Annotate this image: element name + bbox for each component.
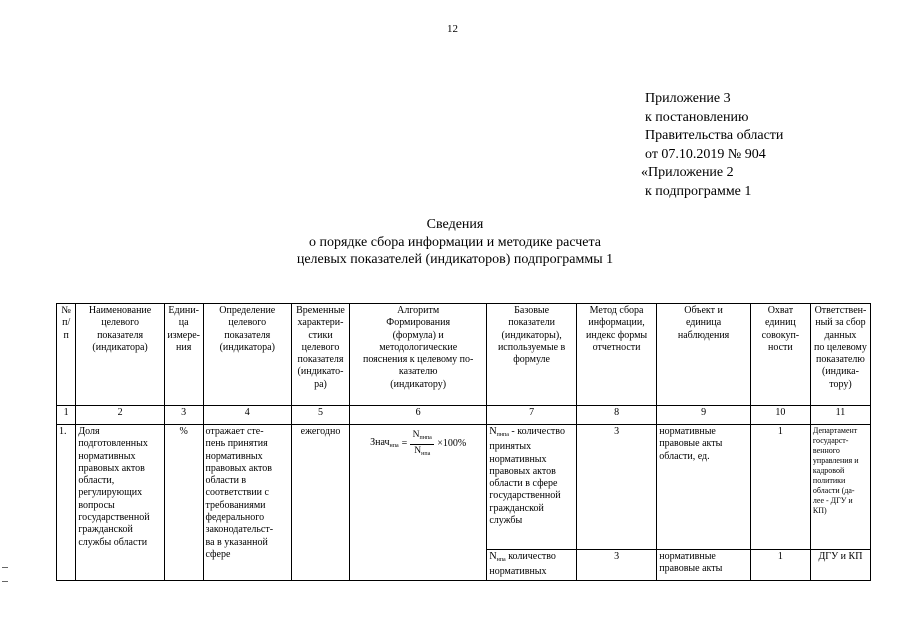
text-line: венного <box>812 446 840 455</box>
text-line: ва в указанной <box>205 536 268 548</box>
text-line: Охват <box>767 305 794 316</box>
formula-fraction: $\frac{N_{пнпа}}{N_{нпа}}$ <box>410 430 434 459</box>
base-indicator-cell: $N_{нпа}$ количество нормативных <box>487 550 577 581</box>
text-line: казателю <box>398 366 438 378</box>
coverage-cell: 1 <box>750 550 810 581</box>
text-line: области в <box>205 475 247 487</box>
document-title <box>230 216 680 269</box>
unit-cell: % <box>164 425 203 581</box>
title-line: Сведения <box>426 217 484 232</box>
title-line: о порядке сбора информации и методике расчета <box>308 234 602 250</box>
text-line: ния <box>176 341 192 353</box>
text-line: законодательст- <box>205 524 274 536</box>
responsible-cell: ДГУ и КП <box>810 550 870 581</box>
column-number: 5 <box>292 406 350 425</box>
annex-line: «Приложение 2 <box>641 165 734 180</box>
text-line: измере- <box>167 329 201 341</box>
column-number-row <box>57 406 871 425</box>
text-line: (индикаторы), <box>501 329 562 341</box>
text-line: формуле <box>513 354 550 366</box>
object-cell <box>657 425 751 550</box>
text-line: нормативные <box>659 551 716 562</box>
text-line: (индика- <box>821 366 859 378</box>
responsible-cell <box>810 425 870 550</box>
formula-lhs: Знач$_{нпа}$ <box>370 436 399 449</box>
text-line: Временные <box>296 305 345 316</box>
text-line: Алгоритм <box>397 305 440 316</box>
text-line: требованиями <box>205 499 266 511</box>
text-line: регулирующих <box>78 487 143 499</box>
text-line: принятых <box>489 441 532 453</box>
annex-block <box>641 90 784 201</box>
text-line: № <box>61 305 71 316</box>
text-line: правовых актов <box>78 462 145 474</box>
text-line: ности <box>768 341 793 353</box>
text-line: по целевому <box>814 341 867 353</box>
text-line: КП) <box>812 506 827 515</box>
row-number: 1. <box>57 425 76 581</box>
text-line: методологические <box>379 341 458 353</box>
text-line: наблюдения <box>677 329 730 341</box>
header-cell <box>203 304 292 406</box>
text-line: нормативных <box>205 450 263 462</box>
header-cell <box>350 304 487 406</box>
text-line: лее - ДГУ и <box>812 496 853 505</box>
header-cell <box>487 304 577 406</box>
text-line: (индикатора) <box>92 341 148 353</box>
formula-tail: ×100% <box>437 438 467 450</box>
text-line: нормативных <box>489 566 547 578</box>
text-line: политики <box>812 476 846 485</box>
base-indicator-cell: $N_{пнпа}$ - количество принятых нормативных правовых актов области в сфере государственной гражданской службы <box>487 425 577 550</box>
table-row <box>57 425 871 550</box>
text-line: гражданской <box>489 502 544 514</box>
text-line: совокуп- <box>761 329 800 341</box>
indicators-table <box>56 303 871 581</box>
text-line: отчетности <box>592 341 641 353</box>
indicator-name <box>76 425 165 581</box>
text-line: гражданской <box>78 524 133 536</box>
coverage-cell: 1 <box>750 425 810 550</box>
header-cell <box>657 304 751 406</box>
column-number: 1 <box>57 406 76 425</box>
text-line: тору) <box>829 378 852 390</box>
text-line: области, ед. <box>659 450 710 462</box>
text-line: данных <box>824 329 857 341</box>
text-line: показателя <box>97 329 144 341</box>
text-line: государственной <box>78 512 150 524</box>
text-line: используемые в <box>497 341 566 353</box>
header-cell <box>76 304 165 406</box>
text-line: нормативных <box>78 450 136 462</box>
text-line: правовых актов <box>205 462 273 474</box>
column-number: 4 <box>203 406 292 425</box>
text-line: Базовые <box>514 305 550 316</box>
text-line: подготовленных <box>78 438 148 450</box>
text-line: правовых актов <box>489 465 556 477</box>
text-line: Едини- <box>168 305 199 316</box>
text-line: области в сфере <box>489 478 558 490</box>
text-line: Департамент <box>812 426 858 435</box>
text-line: отражает сте- <box>205 426 264 437</box>
column-number: 10 <box>750 406 810 425</box>
text-line: показателя <box>224 329 271 341</box>
header-row <box>57 304 871 406</box>
margin-mark <box>2 581 8 582</box>
text-line: государственной <box>489 490 561 502</box>
text-line: сфере <box>205 548 231 560</box>
header-cell <box>810 304 870 406</box>
text-line: области, <box>78 475 115 487</box>
text-line: управления и <box>812 456 859 465</box>
text-line: службы <box>489 515 523 527</box>
method-cell: 3 <box>576 425 656 550</box>
text-line: ца <box>178 317 189 329</box>
text-line: кадровой <box>812 466 845 475</box>
text-line: целевого <box>228 317 267 329</box>
text-line: (индикатора) <box>219 341 275 353</box>
column-number: 9 <box>657 406 751 425</box>
column-number: 6 <box>350 406 487 425</box>
column-number: 3 <box>164 406 203 425</box>
text-line: Объект и <box>684 305 723 316</box>
column-number: 8 <box>576 406 656 425</box>
text-line: области (да- <box>812 486 855 495</box>
text-line: нормативных <box>489 453 547 465</box>
title-line: целевых показателей (индикаторов) подпрограммы 1 <box>296 252 614 267</box>
text-line: Формирования <box>386 317 451 329</box>
text-line: показателю <box>816 354 865 366</box>
text-line: единица <box>685 317 722 329</box>
formula: Знач$_{нпа}$ = $\frac{N_{пнпа}}{N_{нпа}}$ ×100% <box>370 430 467 457</box>
text-line: Ответствен- <box>814 305 867 316</box>
text-line: характери- <box>297 317 344 329</box>
text-line: п <box>63 329 69 341</box>
text-line: службы области <box>78 536 148 548</box>
text-line: стики <box>308 329 333 341</box>
text-line: пень принятия <box>205 438 268 450</box>
annex-line: к постановлению <box>645 109 749 125</box>
text-line: (формула) и <box>392 329 444 341</box>
text-line: п/ <box>62 317 71 329</box>
text-line: показатели <box>508 317 556 329</box>
annex-line: Правительства области <box>645 128 784 143</box>
column-number: 2 <box>76 406 165 425</box>
text-line: Определение <box>219 305 276 316</box>
text-line: вопросы <box>78 499 115 511</box>
text-line: показателя <box>297 354 344 366</box>
method-cell: 3 <box>576 550 656 581</box>
text-line: Наименование <box>88 305 152 316</box>
text-line: правовые акты <box>659 563 723 575</box>
header-cell <box>164 304 203 406</box>
column-number: 7 <box>487 406 577 425</box>
formula-cell <box>350 425 487 581</box>
text-line: ра) <box>314 378 327 390</box>
timing-cell: ежегодно <box>292 425 350 581</box>
text-line: целевого <box>301 341 340 353</box>
text-line: индекс формы <box>586 329 648 341</box>
text-line: пояснения к целевому по- <box>363 354 474 366</box>
text-line: нормативные <box>659 426 716 437</box>
header-cell <box>292 304 350 406</box>
header-cell <box>750 304 810 406</box>
column-number: 11 <box>810 406 870 425</box>
annex-line: к подпрограмме 1 <box>645 183 752 199</box>
text-line: количество <box>505 551 556 562</box>
header-cell <box>576 304 656 406</box>
annex-line: от 07.10.2019 № 904 <box>645 146 766 162</box>
page-number: 12 <box>447 23 458 35</box>
text-line: информации, <box>588 317 645 329</box>
text-line: правовые акты <box>659 438 723 450</box>
text-line: федерального <box>205 512 265 524</box>
text-line: Метод сбора <box>589 305 644 316</box>
text-line: соответствии с <box>205 487 269 499</box>
text-line: (индикато- <box>297 366 344 378</box>
margin-mark <box>2 567 8 568</box>
definition-cell <box>203 425 292 581</box>
object-cell <box>657 550 751 581</box>
annex-line: Приложение 3 <box>645 91 731 106</box>
text-line: целевого <box>101 317 139 329</box>
text-line: (индикатору) <box>390 378 447 390</box>
header-cell <box>57 304 76 406</box>
text-line: единиц <box>764 317 796 329</box>
text-line: государст- <box>812 436 849 445</box>
text-line: Доля <box>78 426 100 437</box>
text-line: - количество <box>508 426 565 437</box>
text-line: ный за сбор <box>815 317 866 329</box>
